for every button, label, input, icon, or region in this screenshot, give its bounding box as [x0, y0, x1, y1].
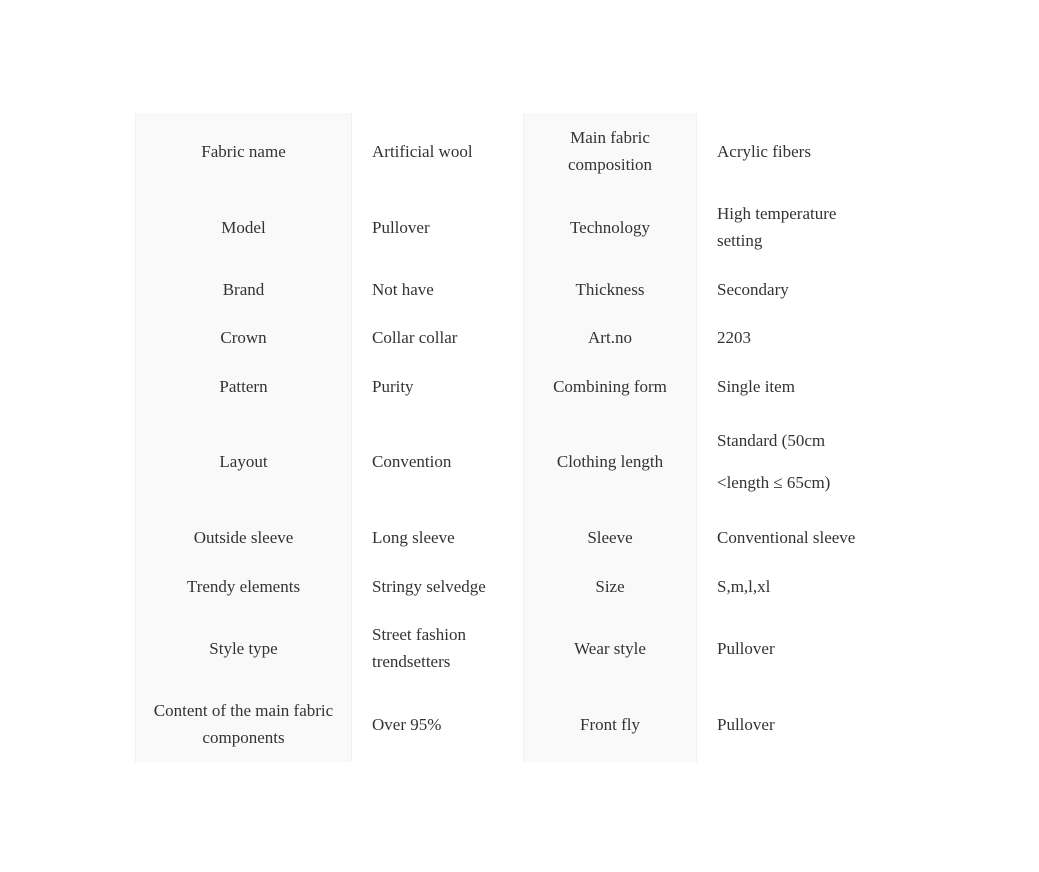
- spec-value: 2203: [697, 313, 899, 362]
- spec-value: Long sleeve: [352, 513, 524, 562]
- spec-value: Purity: [352, 362, 524, 410]
- spec-label: Clothing length: [524, 410, 697, 513]
- spec-value: High temperature setting: [697, 189, 899, 265]
- spec-value: Pullover: [697, 610, 899, 686]
- spec-value: Not have: [352, 265, 524, 313]
- spec-value: Street fashion trendsetters: [352, 610, 524, 686]
- spec-label: Fabric name: [136, 113, 352, 189]
- table-row: [136, 562, 899, 610]
- spec-value: Conventional sleeve: [697, 513, 899, 562]
- spec-label: Sleeve: [524, 513, 697, 562]
- spec-label: Trendy elements: [136, 562, 352, 610]
- spec-value: Convention: [352, 410, 524, 513]
- spec-label: Layout: [136, 410, 352, 513]
- spec-label: Wear style: [524, 610, 697, 686]
- product-spec-table: [135, 113, 899, 762]
- spec-label: Combining form: [524, 362, 697, 410]
- spec-label: Model: [136, 189, 352, 265]
- table-row: [136, 265, 899, 313]
- spec-value: Stringy selvedge: [352, 562, 524, 610]
- table-row: [136, 513, 899, 562]
- spec-label: Pattern: [136, 362, 352, 410]
- spec-value: Pullover: [352, 189, 524, 265]
- table-row: [136, 610, 899, 686]
- spec-label: Front fly: [524, 686, 697, 762]
- spec-label: Technology: [524, 189, 697, 265]
- spec-label: Thickness: [524, 265, 697, 313]
- spec-value: Standard (50cm <length ≤ 65cm): [697, 410, 899, 513]
- spec-label: Brand: [136, 265, 352, 313]
- spec-value: S,m,l,xl: [697, 562, 899, 610]
- spec-value: Over 95%: [352, 686, 524, 762]
- spec-label: Main fabric composition: [524, 113, 697, 189]
- spec-label: Content of the main fabric components: [136, 686, 352, 762]
- spec-value: Artificial wool: [352, 113, 524, 189]
- spec-value: Single item: [697, 362, 899, 410]
- spec-value: Collar collar: [352, 313, 524, 362]
- table-row: [136, 686, 899, 762]
- spec-label: Art.no: [524, 313, 697, 362]
- spec-value: Pullover: [697, 686, 899, 762]
- table-row: [136, 189, 899, 265]
- table-row: [136, 113, 899, 189]
- table-row: [136, 410, 899, 513]
- spec-value: Acrylic fibers: [697, 113, 899, 189]
- spec-label: Style type: [136, 610, 352, 686]
- table-row: [136, 313, 899, 362]
- table-row: [136, 362, 899, 410]
- spec-label: Size: [524, 562, 697, 610]
- spec-label: Outside sleeve: [136, 513, 352, 562]
- spec-value: Secondary: [697, 265, 899, 313]
- spec-label: Crown: [136, 313, 352, 362]
